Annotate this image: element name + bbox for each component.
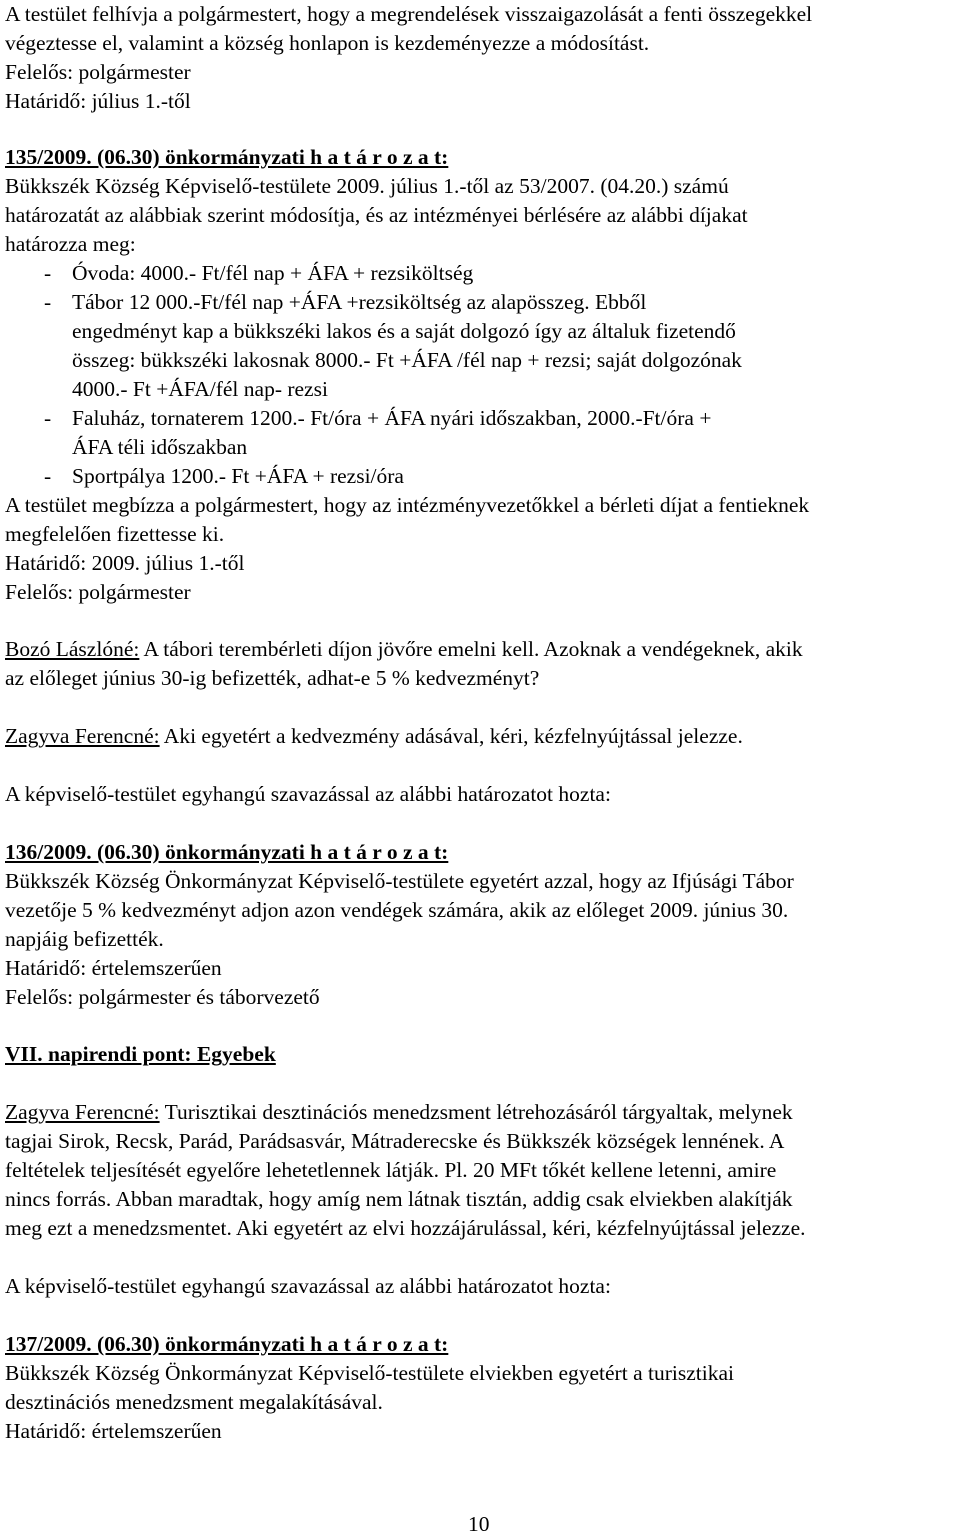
zagyva-paragraph-2-line-1: Zagyva Ferencné: Turisztikai desztinációs menedzsment létrehozásáról tárgyaltak, melynek [5, 1100, 793, 1124]
list-item-ovoda: - Óvoda: 4000.- Ft/fél nap + ÁFA + rezsiköltség [44, 261, 474, 285]
list-item-faluhaz-cont: ÁFA téli időszakban [72, 435, 248, 459]
list-item-faluhaz: - Faluház, tornaterem 1200.- Ft/óra + ÁFA nyári időszakban, 2000.-Ft/óra + [44, 406, 712, 430]
list-item-tabor-cont-2: összeg: bükkszéki lakosnak 8000.- Ft +ÁFA /fél nap + rezsi; saját dolgozónak [72, 348, 742, 372]
list-item-sportpalya: - Sportpálya 1200.- Ft +ÁFA + rezsi/óra [44, 464, 404, 488]
vote-statement-1: A képviselő-testület egyhangú szavazással az alábbi határozatot hozta: [5, 782, 611, 806]
intro-line-2: végeztesse el, valamint a község honlapon is kezdeményezze a módosítást. [5, 31, 650, 55]
resolution-137-line-2: desztinációs menedzsment megalakításával. [5, 1390, 383, 1414]
list-item-tabor-cont-1: engedményt kap a bükkszéki lakos és a saját dolgozó így az általuk fizetendő [72, 319, 736, 343]
resolution-135-heading: 135/2009. (06.30) önkormányzati h a t á r o z a t: [5, 145, 449, 169]
bozo-paragraph-line-2: az előleget június 30-ig befizették, adhat-e 5 % kedvezményt? [5, 666, 540, 690]
intro-hatarido: Határidő: július 1.-től [5, 89, 191, 113]
zagyva-paragraph-2-line-5: meg ezt a menedzsmentet. Aki egyetért az elvi hozzájárulással, kéri, kézfelnyújtással jelezze. [5, 1216, 806, 1240]
speaker-zagyva: Zagyva Ferencné: [5, 724, 160, 748]
resolution-135-line-3: határozza meg: [5, 232, 136, 256]
zagyva-paragraph-2-line-2: tagjai Sirok, Recsk, Parád, Parádsasvár, Mátraderecske és Bükkszék községek lennének. A [5, 1129, 785, 1153]
resolution-135-hatarido: Határidő: 2009. július 1.-től [5, 551, 245, 575]
resolution-135-after-2: megfelelően fizettesse ki. [5, 522, 225, 546]
resolution-136-heading: 136/2009. (06.30) önkormányzati h a t á r o z a t: [5, 840, 449, 864]
resolution-135-felelos: Felelős: polgármester [5, 580, 191, 604]
speaker-bozo: Bozó Lászlóné: [5, 637, 140, 661]
resolution-137-heading: 137/2009. (06.30) önkormányzati h a t á r o z a t: [5, 1332, 449, 1356]
zagyva-paragraph-2-line-4: nincs forrás. Abban maradtak, hogy amíg nem látnak tisztán, addig csak elviekben alakítják [5, 1187, 793, 1211]
intro-line-1: A testület felhívja a polgármestert, hogy a megrendelések visszaigazolását a fenti összegekkel [5, 2, 813, 26]
resolution-136-line-2: vezetője 5 % kedvezményt adjon azon vendégek számára, akik az előleget 2009. június 30. [5, 898, 789, 922]
resolution-137-line-1: Bükkszék Község Önkormányzat Képviselő-testülete elviekben egyetért a turisztikai [5, 1361, 734, 1385]
resolution-135-line-2: határozatát az alábbiak szerint módosítja, és az intézményei bérlésére az alábbi díjakat [5, 203, 748, 227]
resolution-136-felelos: Felelős: polgármester és táborvezető [5, 985, 320, 1009]
speaker-zagyva-2: Zagyva Ferencné: [5, 1100, 160, 1124]
list-item-tabor-cont-3: 4000.- Ft +ÁFA/fél nap- rezsi [72, 377, 328, 401]
resolution-135-line-1: Bükkszék Község Képviselő-testülete 2009. július 1.-től az 53/2007. (04.20.) számú [5, 174, 729, 198]
list-item-tabor: - Tábor 12 000.-Ft/fél nap +ÁFA +rezsiköltség az alapösszeg. Ebből [44, 290, 647, 314]
intro-felelos: Felelős: polgármester [5, 60, 191, 84]
bozo-paragraph-line-1: Bozó Lászlóné: A tábori terembérleti díjon jövőre emelni kell. Azoknak a vendégeknek, akik [5, 637, 803, 661]
zagyva-paragraph-1: Zagyva Ferencné: Aki egyetért a kedvezmény adásával, kéri, kézfelnyújtással jelezze. [5, 724, 743, 748]
resolution-136-hatarido: Határidő: értelemszerűen [5, 956, 222, 980]
section-heading-vii: VII. napirendi pont: Egyebek [5, 1042, 276, 1066]
resolution-137-hatarido: Határidő: értelemszerűen [5, 1419, 222, 1443]
resolution-135-after-1: A testület megbízza a polgármestert, hogy az intézményvezetőkkel a bérleti díjat a fentieknek [5, 493, 810, 517]
zagyva-paragraph-2-line-3: feltételek teljesítését egyelőre lehetetlennek látják. Pl. 20 MFt tőkét kellene letenni, amire [5, 1158, 777, 1182]
resolution-136-line-3: napjáig befizették. [5, 927, 164, 951]
vote-statement-2: A képviselő-testület egyhangú szavazással az alábbi határozatot hozta: [5, 1274, 611, 1298]
page-number: 10 [468, 1512, 490, 1536]
resolution-136-line-1: Bükkszék Község Önkormányzat Képviselő-testülete egyetért azzal, hogy az Ifjúsági Tábor [5, 869, 794, 893]
